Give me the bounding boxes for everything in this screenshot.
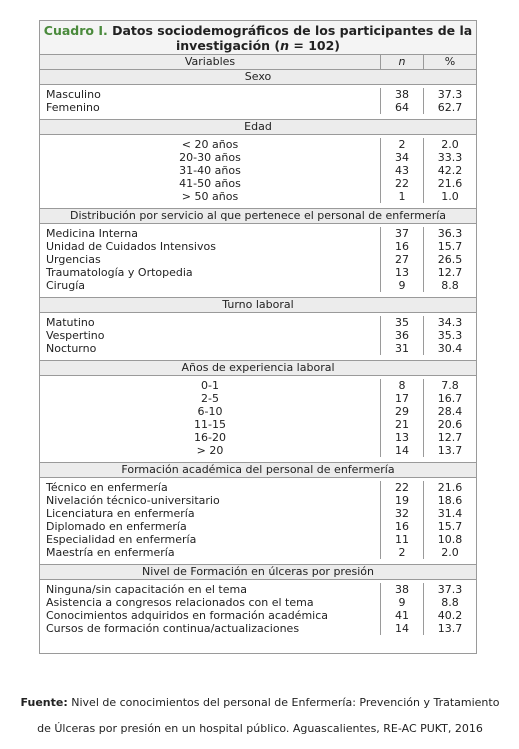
row-label: Cirugía (46, 279, 86, 292)
row-count: 9 (380, 596, 423, 609)
section-body (40, 580, 476, 653)
table-row (40, 151, 476, 164)
row-percent: 42.2 (423, 164, 476, 177)
row-count: 43 (380, 164, 423, 177)
row-count: 14 (380, 622, 423, 635)
table-row (40, 253, 476, 266)
section-body (40, 135, 476, 209)
data-table (39, 20, 477, 654)
table-row (40, 546, 476, 559)
row-percent: 26.5 (423, 253, 476, 266)
footnote-line1: Nivel de conocimientos del personal de Enfermería: Prevención y Tratamiento (67, 696, 500, 709)
row-count: 16 (380, 240, 423, 253)
table-row (40, 164, 476, 177)
row-label: Matutino (46, 316, 95, 329)
table-row (40, 190, 476, 203)
row-percent: 21.6 (423, 481, 476, 494)
table-number: Cuadro I. (43, 23, 108, 38)
row-count: 36 (380, 329, 423, 342)
table-row (40, 342, 476, 355)
row-percent: 37.3 (423, 88, 476, 101)
section-header: Distribución por servicio al que pertenece el personal de enfermería (40, 209, 476, 224)
table-row (40, 418, 476, 431)
table-row (40, 392, 476, 405)
row-percent: 15.7 (423, 240, 476, 253)
row-label: Nivelación técnico-universitario (46, 494, 220, 507)
row-label: Unidad de Cuidados Intensivos (46, 240, 216, 253)
section-body (40, 313, 476, 361)
table-row (40, 227, 476, 240)
row-count: 37 (380, 227, 423, 240)
table-row (40, 379, 476, 392)
row-count: 32 (380, 507, 423, 520)
row-count: 8 (380, 379, 423, 392)
table-row (40, 520, 476, 533)
row-count: 2 (380, 138, 423, 151)
row-count: 21 (380, 418, 423, 431)
table-row (40, 481, 476, 494)
row-percent: 12.7 (423, 431, 476, 444)
row-count: 19 (380, 494, 423, 507)
row-percent: 40.2 (423, 609, 476, 622)
row-percent: 37.3 (423, 583, 476, 596)
row-count: 13 (380, 431, 423, 444)
table-row (40, 405, 476, 418)
row-label: Diplomado en enfermería (46, 520, 187, 533)
table-row (40, 431, 476, 444)
row-label: Masculino (46, 88, 101, 101)
row-label: 20-30 años (179, 151, 241, 164)
row-percent: 31.4 (423, 507, 476, 520)
row-count: 16 (380, 520, 423, 533)
row-count: 31 (380, 342, 423, 355)
title-n-value: = 102) (289, 38, 341, 53)
row-percent: 35.3 (423, 329, 476, 342)
row-count: 64 (380, 101, 423, 114)
column-header-n: n (380, 55, 423, 69)
row-percent: 8.8 (423, 279, 476, 292)
row-label: 11-15 (194, 418, 226, 431)
row-label: > 20 (196, 444, 224, 457)
row-label: Conocimientos adquiridos en formación académica (46, 609, 329, 622)
row-count: 29 (380, 405, 423, 418)
table-row (40, 533, 476, 546)
row-percent: 2.0 (423, 138, 476, 151)
table-row (40, 507, 476, 520)
column-header-row (40, 55, 476, 70)
row-label: > 50 años (181, 190, 239, 203)
table-row (40, 494, 476, 507)
row-label: Licenciatura en enfermería (46, 507, 195, 520)
section-header: Edad (40, 120, 476, 135)
row-percent: 13.7 (423, 622, 476, 635)
row-percent: 7.8 (423, 379, 476, 392)
row-percent: 12.7 (423, 266, 476, 279)
row-label: Urgencias (46, 253, 101, 266)
row-label: 16-20 (194, 431, 226, 444)
row-count: 38 (380, 88, 423, 101)
row-label: Traumatología y Ortopedia (46, 266, 193, 279)
row-count: 17 (380, 392, 423, 405)
table-row (40, 609, 476, 622)
table-row (40, 240, 476, 253)
section-header: Sexo (40, 70, 476, 85)
row-label: Nocturno (46, 342, 97, 355)
footnote-label: Fuente: (20, 696, 68, 709)
row-count: 38 (380, 583, 423, 596)
row-percent: 18.6 (423, 494, 476, 507)
table-row (40, 444, 476, 457)
title-text-line1: Datos sociodemográficos de los participantes de la (112, 23, 473, 38)
table-row (40, 329, 476, 342)
row-count: 22 (380, 481, 423, 494)
table-row (40, 101, 476, 114)
row-label: 6-10 (197, 405, 223, 418)
section-body (40, 478, 476, 565)
table-row (40, 596, 476, 609)
table-row (40, 316, 476, 329)
table-row (40, 266, 476, 279)
row-count: 9 (380, 279, 423, 292)
row-percent: 33.3 (423, 151, 476, 164)
table-row (40, 138, 476, 151)
row-label: 2-5 (201, 392, 219, 405)
row-percent: 8.8 (423, 596, 476, 609)
column-header-variables: Variables (184, 55, 236, 68)
footnote-line2: de Úlceras por presión en un hospital público. Aguascalientes, RE-AC PUKT, 2016 (37, 722, 483, 735)
row-count: 1 (380, 190, 423, 203)
section-header: Formación académica del personal de enfermería (40, 463, 476, 478)
row-percent: 21.6 (423, 177, 476, 190)
section-body (40, 85, 476, 120)
table-row (40, 88, 476, 101)
row-label: 0-1 (201, 379, 219, 392)
row-percent: 62.7 (423, 101, 476, 114)
row-percent: 2.0 (423, 546, 476, 559)
table-row (40, 279, 476, 292)
title-n: n (280, 38, 290, 53)
row-label: Vespertino (46, 329, 105, 342)
row-label: < 20 años (181, 138, 239, 151)
table-row (40, 177, 476, 190)
row-percent: 10.8 (423, 533, 476, 546)
table-sections (40, 70, 476, 653)
row-count: 34 (380, 151, 423, 164)
row-label: Femenino (46, 101, 100, 114)
row-label: 41-50 años (179, 177, 241, 190)
row-percent: 1.0 (423, 190, 476, 203)
row-count: 14 (380, 444, 423, 457)
row-percent: 34.3 (423, 316, 476, 329)
row-count: 11 (380, 533, 423, 546)
row-percent: 20.6 (423, 418, 476, 431)
title-text-line2: investigación ( (175, 38, 281, 53)
row-label: Asistencia a congresos relacionados con el tema (46, 596, 314, 609)
row-label: Cursos de formación continua/actualizaciones (46, 622, 300, 635)
row-percent: 16.7 (423, 392, 476, 405)
row-count: 27 (380, 253, 423, 266)
section-body (40, 376, 476, 463)
row-count: 22 (380, 177, 423, 190)
table-row (40, 583, 476, 596)
row-percent: 15.7 (423, 520, 476, 533)
section-body (40, 224, 476, 298)
footnote (6, 690, 514, 742)
row-label: Especialidad en enfermería (46, 533, 197, 546)
row-percent: 13.7 (423, 444, 476, 457)
table-row (40, 622, 476, 635)
section-header: Turno laboral (40, 298, 476, 313)
row-count: 41 (380, 609, 423, 622)
section-header: Años de experiencia laboral (40, 361, 476, 376)
row-count: 2 (380, 546, 423, 559)
table-title (40, 21, 476, 55)
row-label: Maestría en enfermería (46, 546, 175, 559)
row-label: Técnico en enfermería (46, 481, 168, 494)
row-count: 35 (380, 316, 423, 329)
row-percent: 28.4 (423, 405, 476, 418)
row-percent: 36.3 (423, 227, 476, 240)
row-count: 13 (380, 266, 423, 279)
section-header: Nivel de Formación en úlceras por presión (40, 565, 476, 580)
row-label: 31-40 años (179, 164, 241, 177)
row-label: Medicina Interna (46, 227, 138, 240)
row-percent: 30.4 (423, 342, 476, 355)
row-label: Ninguna/sin capacitación en el tema (46, 583, 247, 596)
column-header-pct: % (423, 55, 476, 69)
